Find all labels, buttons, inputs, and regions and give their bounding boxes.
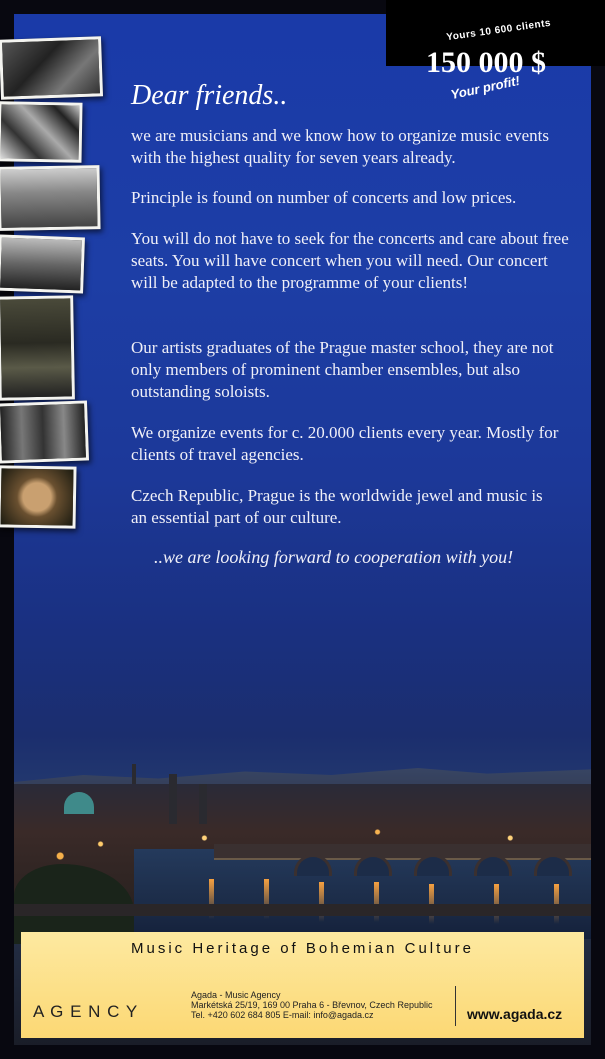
paragraph-concerts: You will do not have to seek for the concerts and care about free seats. You will have concert when you will need. Our concert will be adapted to the programme of your clients! — [131, 229, 569, 292]
paragraph-prague: Czech Republic, Prague is the worldwide jewel and music is an essential part of our culture. — [131, 486, 543, 527]
footer-divider — [455, 986, 456, 1026]
foreground-bridge — [14, 904, 591, 916]
closing-line: ..we are looking forward to cooperation with you! — [154, 547, 514, 567]
badge-amount: 150 000 $ — [426, 46, 546, 79]
agency-address — [191, 990, 432, 1020]
footer-tagline: Music Heritage of Bohemian Culture — [131, 940, 474, 957]
spire — [132, 764, 136, 784]
address-line-name: Agada - Music Agency — [191, 990, 281, 1000]
charles-bridge — [214, 844, 591, 860]
photo-piano — [0, 235, 85, 294]
greeting-heading: Dear friends.. — [131, 80, 288, 111]
photo-ensemble — [0, 400, 89, 463]
photo-hall-performance — [0, 295, 75, 400]
photo-soloist-portrait — [0, 465, 77, 528]
photo-audience — [0, 165, 101, 231]
light-reflection — [374, 882, 379, 922]
spire — [199, 784, 207, 824]
musician-photo-strip — [0, 36, 110, 536]
footer-info-bar — [21, 932, 584, 1038]
photo-quartet — [0, 36, 103, 100]
photo-violins — [0, 101, 83, 162]
badge-clients-text: Yours 10 600 clients — [445, 17, 552, 44]
paragraph-principle: Principle is found on number of concerts and low prices. — [131, 188, 517, 207]
church-dome — [64, 792, 94, 814]
address-line-contact[interactable]: Tel. +420 602 684 805 E-mail: info@agada.cz — [191, 1010, 374, 1020]
paragraph-artists: Our artists graduates of the Prague master school, they are not only members of prominent chamber ensembles, but also outstanding soloists. — [131, 338, 554, 401]
website-link[interactable]: www.agada.cz — [467, 1006, 563, 1022]
badge-profit-text: Your profit! — [449, 72, 522, 103]
spire — [169, 774, 177, 824]
paragraph-intro: we are musicians and we know how to organize music events with the highest quality for seven years already. — [131, 126, 549, 167]
agency-logo: A G E N C Y — [33, 1002, 139, 1021]
light-reflection — [319, 882, 324, 922]
address-line-street: Markétská 25/19, 169 00 Praha 6 - Břevnov, Czech Republic — [191, 1000, 433, 1010]
paragraph-clients: We organize events for c. 20.000 clients every year. Mostly for clients of travel agencies. — [131, 423, 559, 464]
